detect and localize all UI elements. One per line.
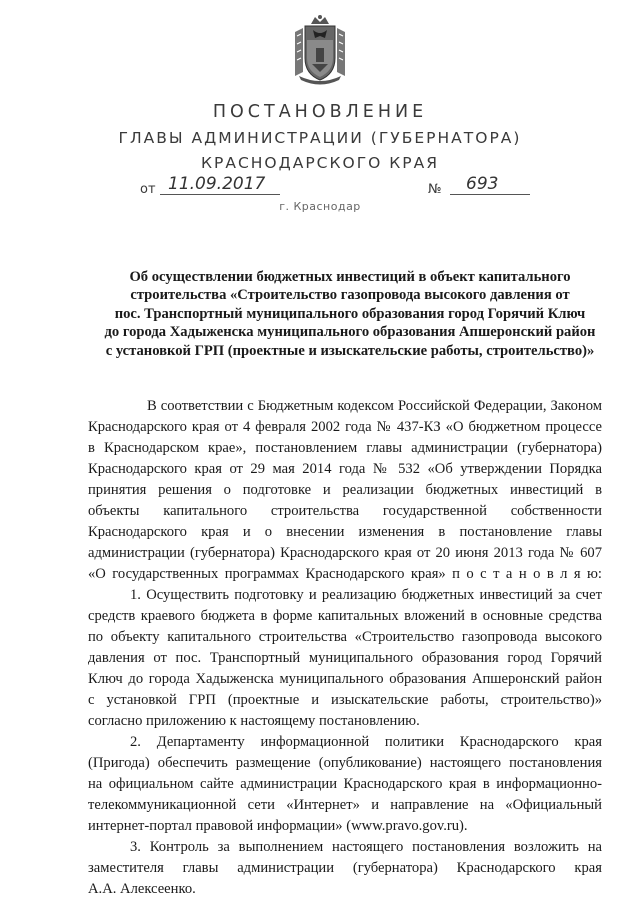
body-line: телекоммуникационной сети «Интернет» и направление на «Официальный (88, 797, 602, 813)
body-line: Краснодарского края от 4 февраля 2002 года № 437-КЗ «О бюджетном процессе (88, 419, 602, 435)
body-line: объекты капитального строительства государственной собственности (88, 503, 602, 519)
body-line: Ключ до города Хадыженска муниципального образования Апшеронский район (88, 671, 602, 687)
issue-place: г. Краснодар (279, 200, 361, 213)
body-line: администрации (губернатора) Краснодарского края от 20 июня 2013 года № 607 (88, 545, 602, 561)
title-line: строительства «Строительство газопровода высокого давления от (130, 287, 570, 304)
body-line: по объекту капитального строительства «Строительство газопровода высокого (88, 629, 602, 645)
body-line: согласно приложению к настоящему постановлению. (88, 713, 420, 729)
body-line: 3. Контроль за выполнением настоящего постановления возложить на (130, 839, 602, 855)
date-value: 11.09.2017 (168, 174, 266, 194)
body-line: Краснодарского края от 29 мая 2014 года № 532 «Об утверждении Порядка (88, 461, 602, 477)
body-line: заместителя главы администрации (губернатора) Краснодарского края (88, 860, 602, 876)
issuer-heading: ГЛАВЫ АДМИНИСТРАЦИИ (ГУБЕРНАТОРА) (118, 129, 522, 147)
number-label: № (428, 182, 442, 197)
region-heading: КРАСНОДАРСКОГО КРАЯ (200, 154, 440, 172)
body-line: (Пригода) обеспечить размещение (опубликование) настоящего постановления (88, 755, 602, 771)
body-line: давления от пос. Транспортный муниципального образования город Горячий (88, 650, 602, 666)
body-line: интернет-портал правовой информации» (www.pravo.gov.ru). (88, 818, 468, 834)
body-line: Краснодарского края и о внесении изменения в постановление главы (88, 524, 602, 540)
document-type-heading: ПОСТАНОВЛЕНИЕ (212, 102, 428, 122)
body-line: в Краснодарском крае», постановлением главы администрации (губернатора) (88, 440, 602, 456)
body-line: А.А. Алексеенко. (88, 881, 196, 897)
body-line: принятия решения о подготовке и реализации бюджетных инвестиций в (88, 482, 602, 498)
body-line: средств краевого бюджета в форме капитальных вложений в основные средства (88, 608, 602, 624)
title-line: с установкой ГРП (проектные и изыскательские работы, строительство)» (105, 342, 595, 359)
body-line: В соответствии с Бюджетным кодексом Российской Федерации, Законом (147, 398, 602, 414)
body-line: на официальном сайте администрации Краснодарского края в информационно- (88, 776, 602, 792)
body-line: с установкой ГРП (проектные и изыскательские работы, строительство)» (88, 692, 602, 708)
body-line: «О государственных программах Краснодарского края» п о с т а н о в л я ю: (88, 566, 602, 582)
title-line: пос. Транспортный муниципального образования город Горячий Ключ (114, 305, 586, 322)
title-line: до города Хадыженска муниципального образования Апшеронский район (104, 324, 596, 341)
body-line: 2. Департаменту информационной политики Краснодарского края (130, 734, 602, 750)
date-label: от (140, 182, 156, 197)
number-value: 693 (466, 174, 499, 194)
body-line: 1. Осуществить подготовку и реализацию бюджетных инвестиций за счет (130, 587, 602, 603)
title-line: Об осуществлении бюджетных инвестиций в объект капитального (129, 269, 571, 285)
